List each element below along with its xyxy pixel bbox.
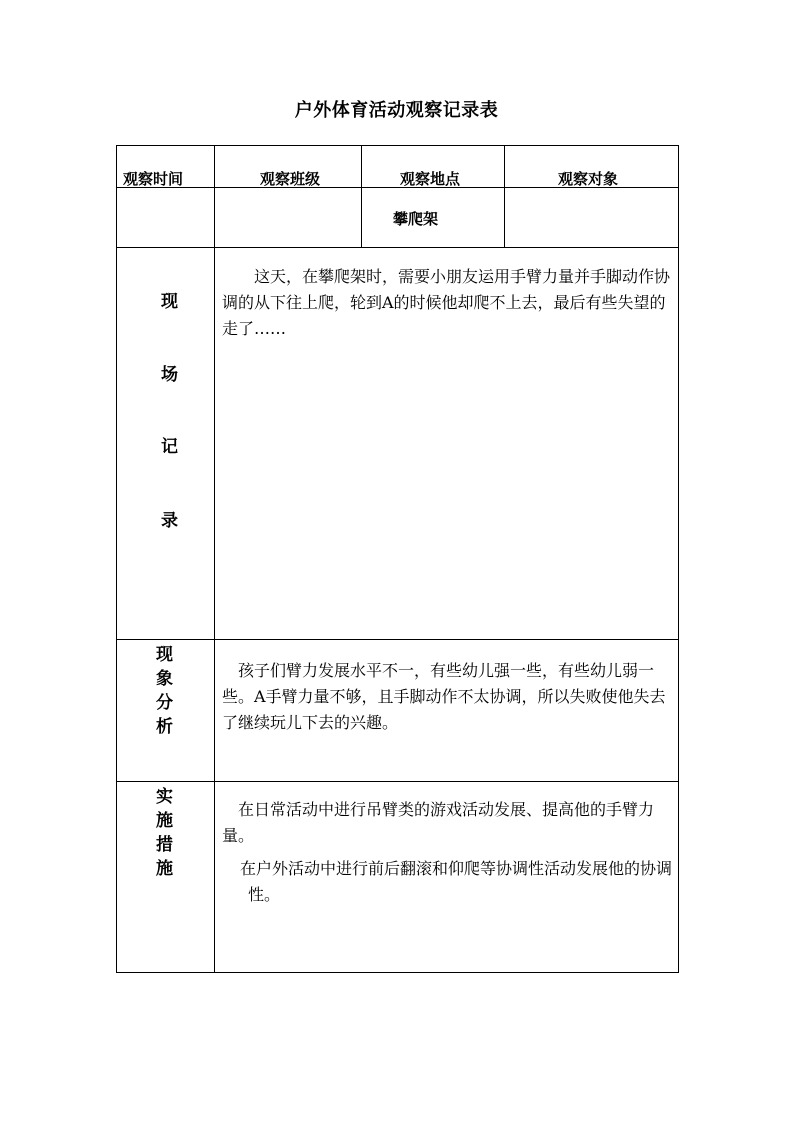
section-label-char: 录 <box>161 511 178 531</box>
value-row-divider <box>116 247 679 248</box>
measure-text: 在日常活动中进行吊臂类的游戏活动发展、提高他的手臂力量。 <box>222 800 655 845</box>
table-border-right <box>678 145 679 973</box>
section-label-char: 分 <box>156 693 173 713</box>
class-column-divider <box>361 145 362 248</box>
header-observation-time: 观察时间 <box>123 170 184 188</box>
measure-text: 在户外活动中进行前后翻滚和仰爬等协调性活动发展他的协调性。 <box>240 859 673 904</box>
section-label-char: 记 <box>161 437 178 457</box>
table-border-left <box>116 145 117 973</box>
record-text: 这天，在攀爬架时，需要小朋友运用手臂力量并手脚动作协调的从下往上爬，轮到A的时候他却爬不上去，最后有些失望的走了…… <box>222 267 671 338</box>
analysis-text: 孩子们臂力发展水平不一，有些幼儿强一些，有些幼儿弱一些。A手臂力量不够，且手脚动作不太协调，所以失败使他失去了继续玩儿下去的兴趣。 <box>222 661 666 732</box>
location-column-divider <box>504 145 505 248</box>
header-observation-target: 观察对象 <box>558 170 619 188</box>
section-label-char: 场 <box>161 365 178 385</box>
table-border-bottom <box>116 972 679 973</box>
section-label-char: 现 <box>156 645 173 665</box>
location-value: 攀爬架 <box>393 210 439 228</box>
analysis-row-divider <box>116 781 679 782</box>
section-label-char: 实 <box>156 787 173 807</box>
section-label-char: 施 <box>156 811 173 831</box>
section-label-char: 析 <box>156 717 173 737</box>
header-observation-location: 观察地点 <box>400 170 461 188</box>
header-observation-class: 观察班级 <box>260 170 321 188</box>
page-title: 户外体育活动观察记录表 <box>294 100 499 121</box>
section-label-char: 施 <box>156 859 173 879</box>
table-border-top <box>116 145 679 146</box>
section-label-char: 现 <box>161 292 178 312</box>
section-label-char: 象 <box>156 669 173 689</box>
section-label-char: 措 <box>156 835 173 855</box>
label-column-divider <box>214 145 215 973</box>
record-row-divider <box>116 639 679 640</box>
